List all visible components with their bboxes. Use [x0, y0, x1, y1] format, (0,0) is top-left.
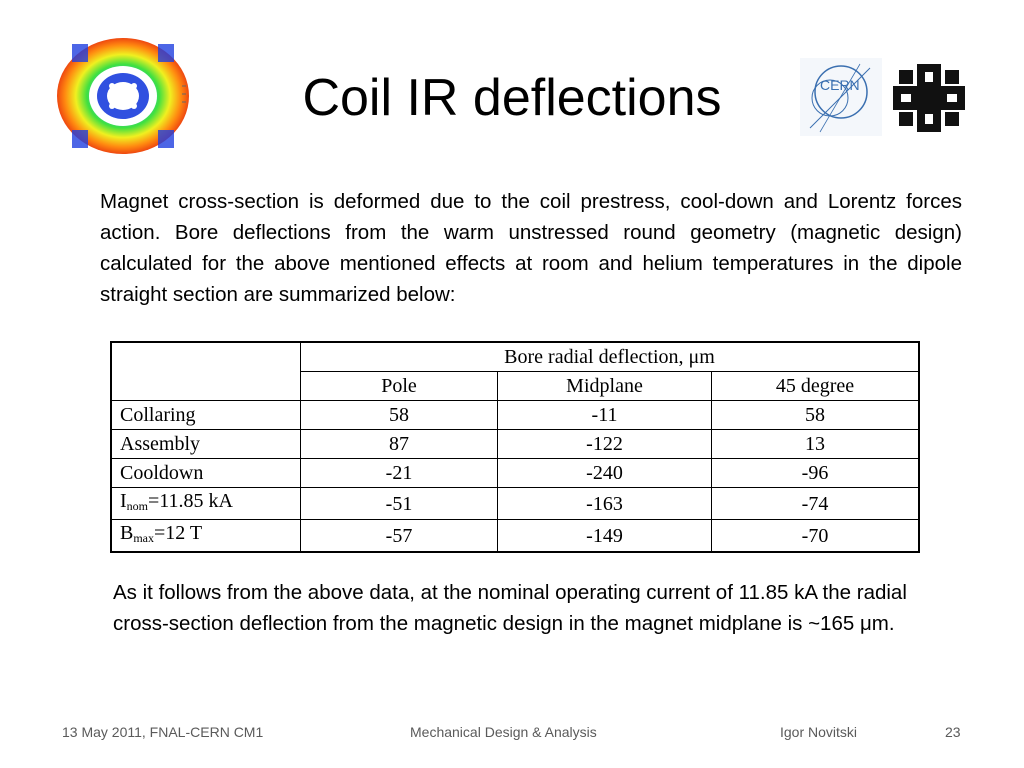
conclusion-paragraph: As it follows from the above data, at the nominal operating current of 11.85 kA the radial cross-section deflection from the magnetic design in the magnet midplane is ~165 μm. [113, 581, 907, 635]
cell-pole: 87 [301, 430, 498, 459]
table-row [111, 401, 919, 430]
row-label: Collaring [111, 401, 301, 430]
column-header-45-degree: 45 degree [712, 372, 920, 401]
cell-midplane: -240 [498, 459, 712, 488]
cell-pole: 58 [301, 401, 498, 430]
row-label-rest: =11.85 kA [148, 490, 233, 512]
table-header-row [111, 342, 919, 372]
row-label-subscript: max [133, 531, 155, 545]
cell-pole: -21 [301, 459, 498, 488]
footer-page-number: 23 [945, 724, 961, 740]
cell-45-degree: 13 [712, 430, 920, 459]
column-header-pole: Pole [301, 372, 498, 401]
cell-midplane: -122 [498, 430, 712, 459]
row-label [111, 488, 301, 520]
cell-45-degree: -70 [712, 520, 920, 553]
table-group-header: Bore radial deflection, μm [301, 342, 920, 372]
table-row [111, 520, 919, 553]
row-label-rest: =12 T [154, 522, 203, 544]
cell-45-degree: -74 [712, 488, 920, 520]
cell-45-degree: 58 [712, 401, 920, 430]
cell-45-degree: -96 [712, 459, 920, 488]
footer-author: Igor Novitski [780, 724, 858, 740]
cell-pole: -57 [301, 520, 498, 553]
cern-logo-text: CERN [820, 77, 860, 93]
row-label [111, 520, 301, 553]
slide-title: Coil IR deflections [302, 69, 722, 127]
row-label: Cooldown [111, 459, 301, 488]
footer-topic: Mechanical Design & Analysis [410, 724, 597, 740]
cell-pole: -51 [301, 488, 498, 520]
row-label-main: B [120, 522, 134, 544]
table-row [111, 459, 919, 488]
cell-midplane: -11 [498, 401, 712, 430]
intro-paragraph: Magnet cross-section is deformed due to the coil prestress, cool-down and Lorentz forces action. Bore deflections from the warm unstressed round geometry (magnetic design) calculated for the above mentioned effects at room and helium temperatures in the dipole straight section are summarized below: [100, 190, 962, 306]
table-row [111, 488, 919, 520]
column-header-midplane: Midplane [498, 372, 712, 401]
table-corner-cell [111, 342, 301, 401]
cell-midplane: -163 [498, 488, 712, 520]
row-label-subscript: nom [126, 499, 149, 513]
row-label: Assembly [111, 430, 301, 459]
footer-date: 13 May 2011, FNAL-CERN CM1 [62, 724, 264, 740]
cell-midplane: -149 [498, 520, 712, 553]
table-row [111, 430, 919, 459]
deflection-table [110, 341, 920, 553]
row-label-main: I [120, 490, 127, 512]
